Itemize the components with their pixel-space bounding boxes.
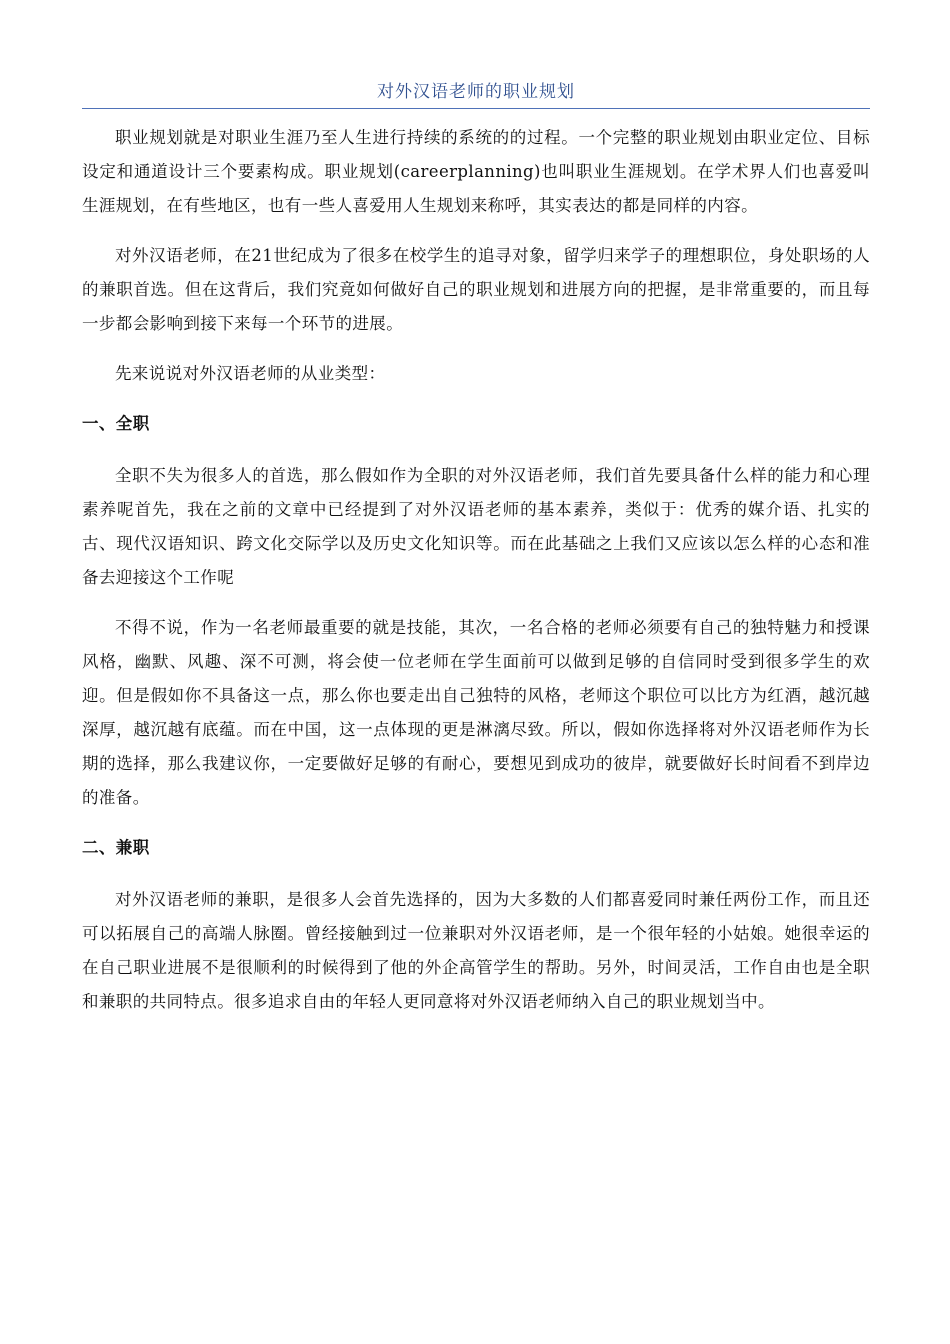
section-heading-parttime: 二、兼职 [82,838,150,857]
intro-paragraph-3: 先来说说对外汉语老师的从业类型： [115,364,386,383]
document-page [82,78,870,1019]
parttime-paragraph-1: 对外汉语老师的兼职，是很多人会首先选择的，因为大多数的人们都喜爱同时兼任两份工作，而且还可以拓展自己的高端人脉圈。曾经接触到过一位兼职对外汉语老师，是一个很年轻的小姑娘。她很幸运的在自己职业进展不是很顺利的时候得到了他的外企高管学生的帮助。另外，时间灵活，工作自由也是全职和兼职的共同特点。很多追求自由的年轻人更同意将对外汉语老师纳入自己的职业规划当中。 [82,890,870,1011]
document-title: 对外汉语老师的职业规划 [82,78,870,109]
intro-paragraph-2: 对外汉语老师，在21世纪成为了很多在校学生的追寻对象，留学归来学子的理想职位，身处职场的人的兼职首选。但在这背后，我们究竟如何做好自己的职业规划和进展方向的把握，是非常重要的，而且每一步都会影响到接下来每一个环节的进展。 [82,246,870,333]
section-heading-fulltime: 一、全职 [82,414,150,433]
intro-paragraph-1: 职业规划就是对职业生涯乃至人生进行持续的系统的的过程。一个完整的职业规划由职业定位、目标设定和通道设计三个要素构成。职业规划(careerplanning)也叫职业生涯规划。在学术界人们也喜爱叫生涯规划，在有些地区，也有一些人喜爱用人生规划来称呼，其实表达的都是同样的内容。 [82,128,870,215]
fulltime-paragraph-2: 不得不说，作为一名老师最重要的就是技能，其次，一名合格的老师必须要有自己的独特魅力和授课风格，幽默、风趣、深不可测，将会使一位老师在学生面前可以做到足够的自信同时受到很多学生的欢迎。但是假如你不具备这一点，那么你也要走出自己独特的风格，老师这个职位可以比方为红酒，越沉越深厚，越沉越有底蕴。而在中国，这一点体现的更是淋漓尽致。所以，假如你选择将对外汉语老师作为长期的选择，那么我建议你，一定要做好足够的有耐心，要想见到成功的彼岸，就要做好长时间看不到岸边的准备。 [82,618,870,807]
fulltime-paragraph-1: 全职不失为很多人的首选，那么假如作为全职的对外汉语老师，我们首先要具备什么样的能力和心理素养呢首先，我在之前的文章中已经提到了对外汉语老师的基本素养，类似于：优秀的媒介语、扎实的古、现代汉语知识、跨文化交际学以及历史文化知识等。而在此基础之上我们又应该以怎么样的心态和准备去迎接这个工作呢 [82,466,870,587]
